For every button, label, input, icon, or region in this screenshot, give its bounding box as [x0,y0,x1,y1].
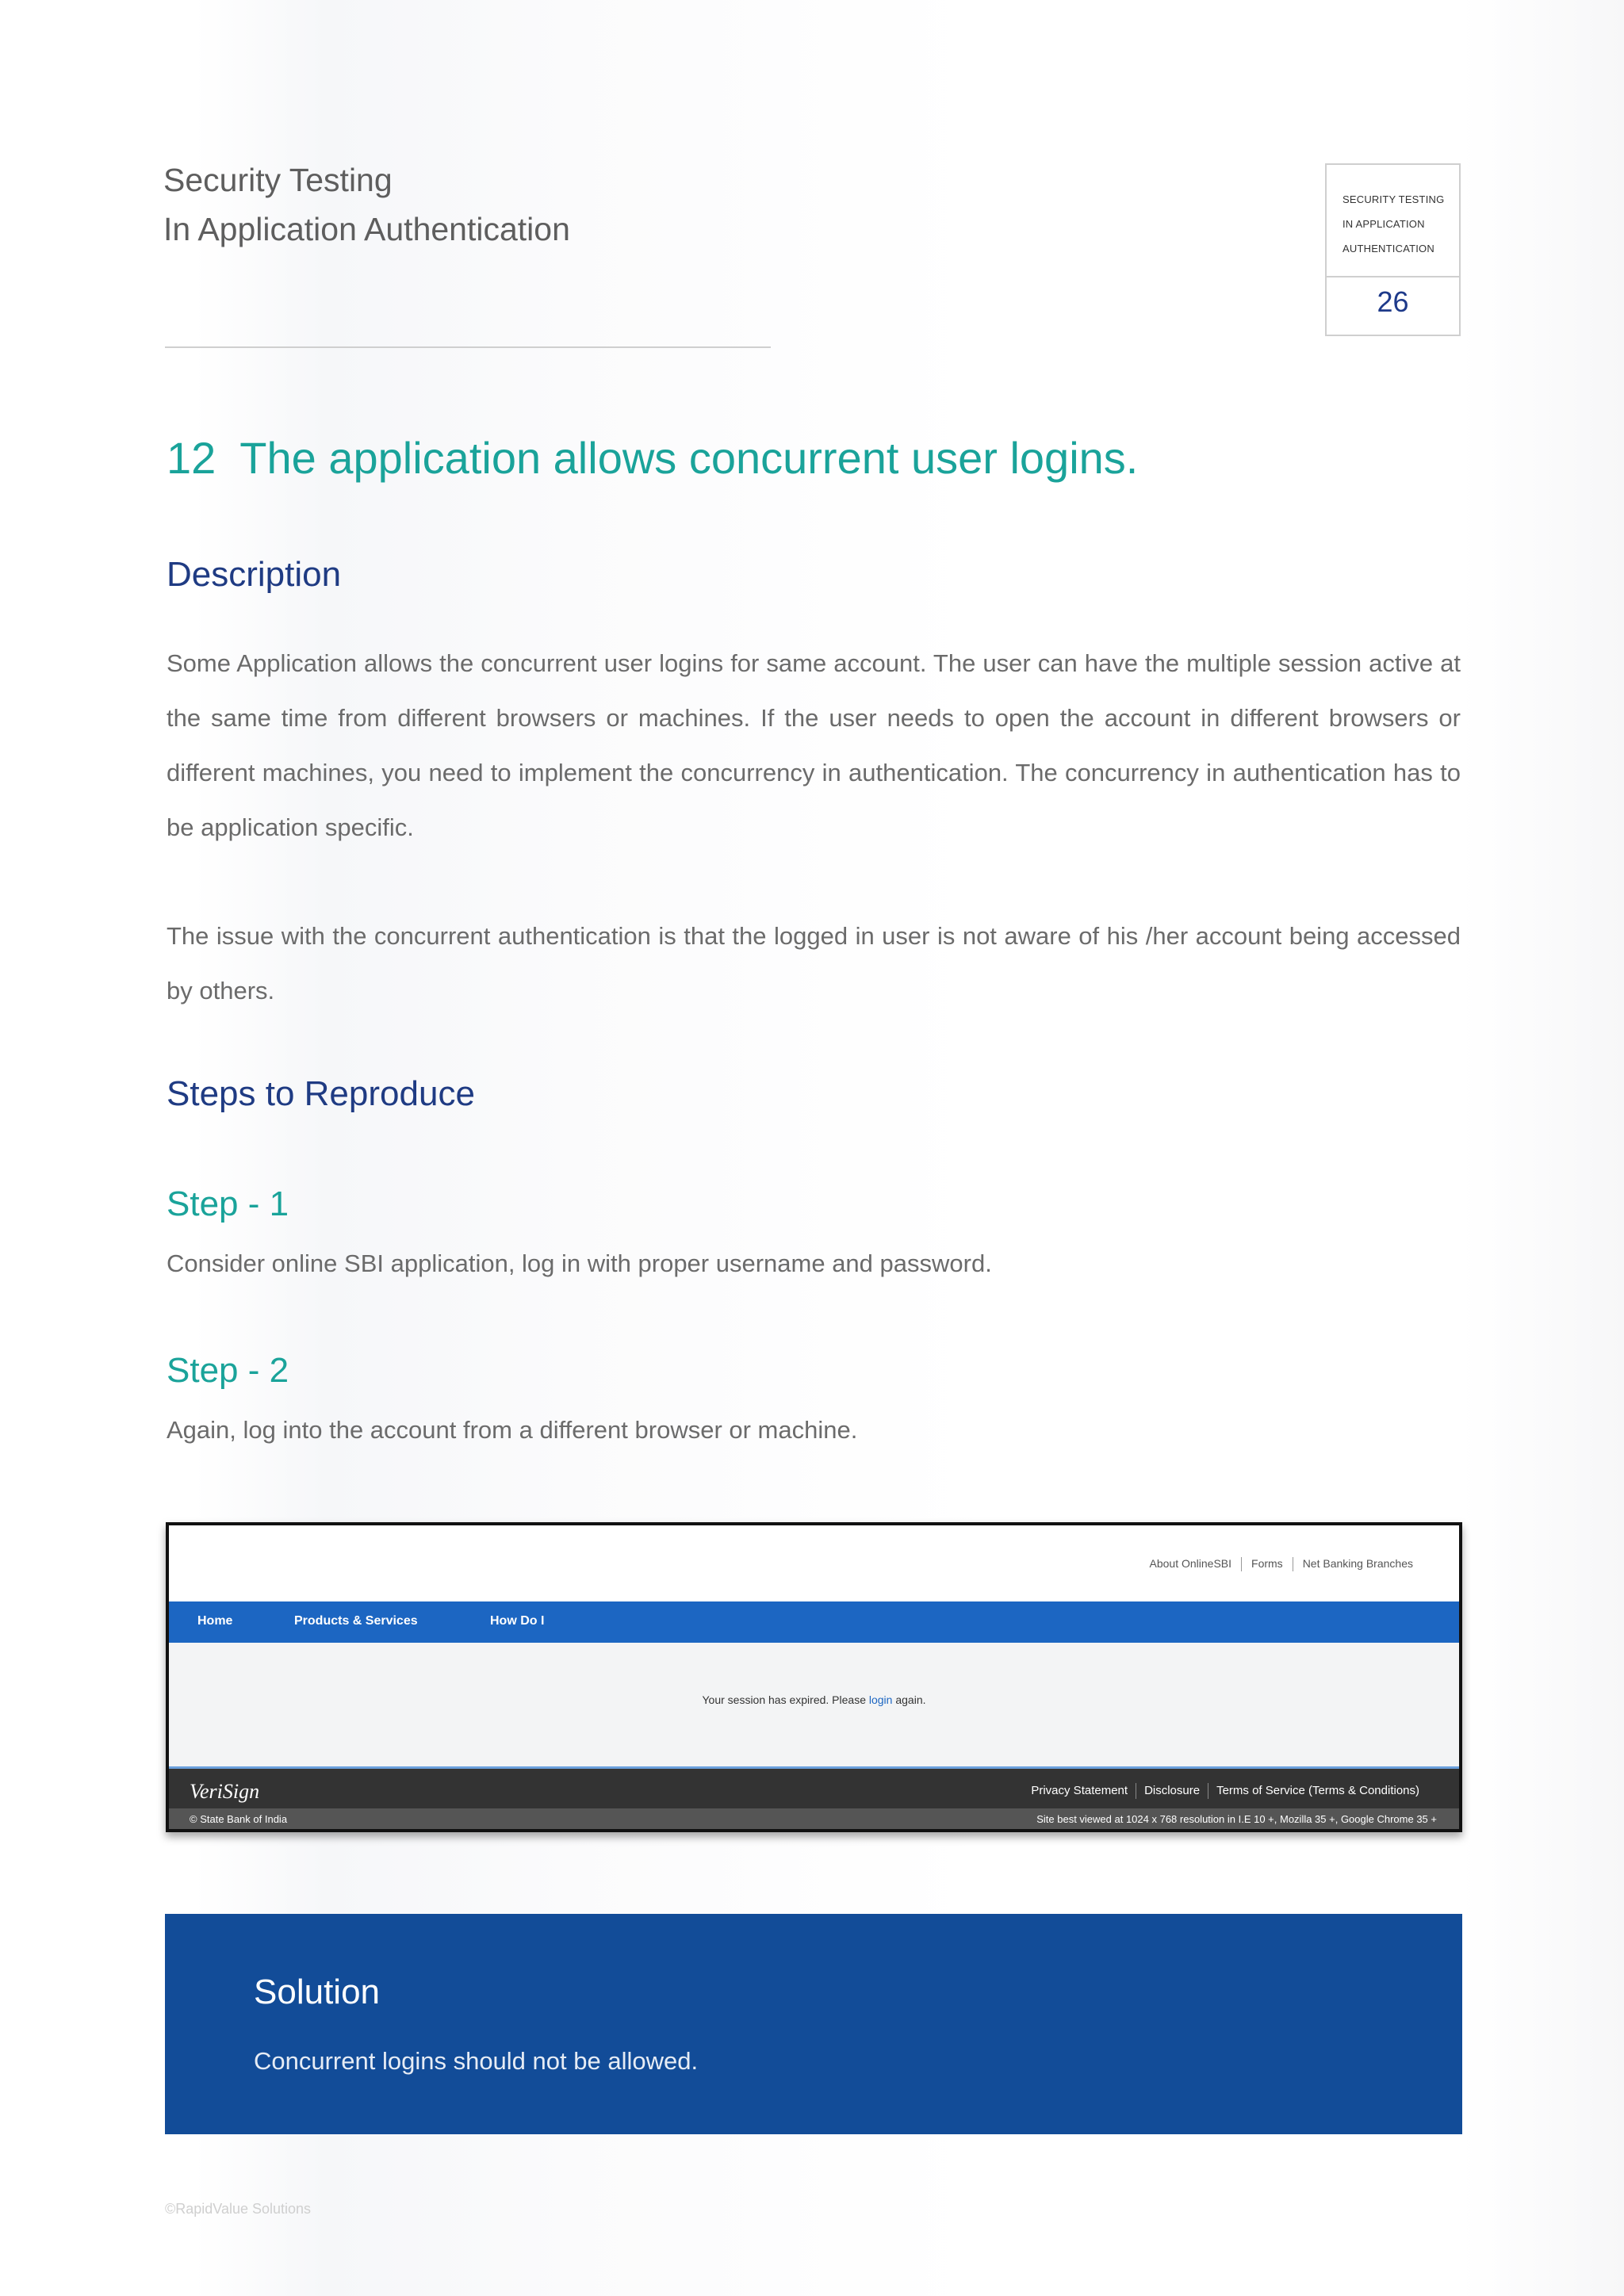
sbi-nav-how-do-i[interactable]: How Do I [490,1614,545,1628]
header-divider [165,346,771,348]
sbi-session-expired-screenshot [166,1522,1462,1832]
sbi-nav-bar [169,1601,1459,1643]
header-title-line1: Security Testing [163,162,393,198]
sbi-top-bar [169,1525,1459,1601]
sbi-nav-products-services[interactable]: Products & Services [294,1614,418,1628]
step-2-text: Again, log into the account from a different browser or machine. [167,1416,858,1444]
solution-box [165,1914,1462,2134]
sbi-footer-bottom [169,1808,1459,1832]
description-heading: Description [167,555,342,594]
page-box-divider [1327,276,1459,277]
sbi-link-branches[interactable]: Net Banking Branches [1302,1557,1413,1570]
sbi-link-about[interactable]: About OnlineSBI [1149,1557,1232,1570]
page-box-label [1342,187,1444,261]
sbi-link-terms[interactable]: Terms of Service (Terms & Conditions) [1216,1783,1419,1797]
page-box-label-line1: SECURITY TESTING [1342,193,1445,205]
sbi-top-links [1140,1557,1423,1571]
step-1-title: Step - 1 [167,1184,289,1223]
login-link[interactable]: login [868,1693,893,1706]
section-title [167,432,1138,484]
description-paragraph-2: The issue with the concurrent authentication is that the logged in user is not aware of his /her account being accessed by others. [167,922,1461,1004]
sbi-footer [169,1769,1459,1832]
steps-heading: Steps to Reproduce [167,1074,475,1113]
sbi-content-area [169,1643,1459,1769]
page-box-label-line2: IN APPLICATION [1342,218,1425,230]
section-title-text: The application allows concurrent user logins. [239,433,1139,483]
sbi-nav-home[interactable]: Home [197,1614,233,1628]
sbi-footer-links [1023,1783,1427,1799]
sbi-link-forms[interactable]: Forms [1251,1557,1283,1570]
session-expired-text-end: again. [892,1693,926,1706]
page-number-box [1325,163,1461,336]
step-2-title: Step - 2 [167,1351,289,1390]
verisign-logo: VeriSign [190,1780,260,1803]
page-box-label-line3: AUTHENTICATION [1342,243,1434,254]
sbi-link-disclosure[interactable]: Disclosure [1144,1783,1201,1797]
sbi-copyright: © State Bank of India [190,1813,288,1825]
document-header-title [163,155,570,254]
sbi-link-privacy[interactable]: Privacy Statement [1031,1783,1128,1797]
description-paragraph-1: Some Application allows the concurrent user logins for same account. The user can have the multiple session active at the same time from different browsers or machines. If the user needs to open the account in different browsers or different machines, you need to implement the concurrency in authentication. The concurrency in authentication has to be application specific. [167,649,1461,841]
section-number: 12 [167,433,216,483]
solution-heading: Solution [254,1973,381,2011]
sbi-best-viewed: Site best viewed at 1024 x 768 resolution in I.E 10 +, Mozilla 35 +, Google Chrome 35 + [1036,1813,1437,1825]
page-number: 26 [1377,285,1409,318]
step-1-text: Consider online SBI application, log in with proper username and password. [167,1249,992,1277]
header-title-line2: In Application Authentication [163,211,570,247]
solution-text: Concurrent logins should not be allowed. [254,2047,699,2075]
page-copyright: ©RapidValue Solutions [165,2201,312,2217]
session-expired-text: Your session has expired. Please [702,1693,869,1706]
session-expired-message [169,1693,1459,1706]
